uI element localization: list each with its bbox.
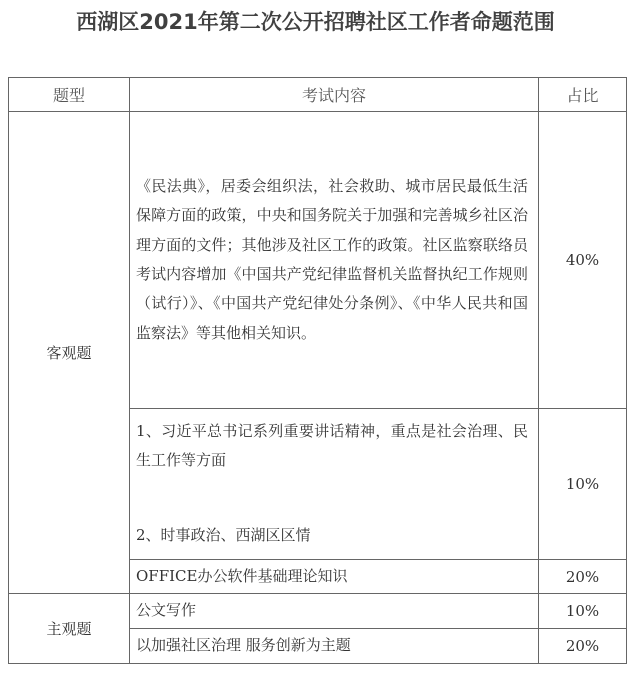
ratio-cell: 10% [539, 594, 627, 629]
exam-scope-table [8, 77, 627, 664]
ratio-cell: 10% [539, 409, 627, 560]
header-content: 考试内容 [130, 78, 539, 112]
ratio-cell: 40% [539, 112, 627, 409]
table-header-row [9, 78, 627, 112]
header-ratio: 占比 [539, 78, 627, 112]
content-cell [130, 409, 539, 560]
content-item-2: 2、时事政治、西湖区区情 [136, 526, 311, 545]
content-item-1: 1、习近平总书记系列重要讲话精神，重点是社会治理、民生工作等方面 [136, 422, 528, 470]
content-cell: 公文写作 [130, 594, 539, 629]
header-type: 题型 [9, 78, 130, 112]
content-cell: 以加强社区治理 服务创新为主题 [130, 629, 539, 664]
type-subjective: 主观题 [9, 594, 130, 664]
page-title: 西湖区2021年第二次公开招聘社区工作者命题范围 [76, 10, 555, 34]
ratio-cell: 20% [539, 629, 627, 664]
ratio-cell: 20% [539, 560, 627, 594]
content-cell: 《民法典》，居委会组织法，社会救助、城市居民最低生活保障方面的政策，中央和国务院关于加强和完善城乡社区治理方面的文件；其他涉及社区工作的政策。社区监察联络员考试内容增加《中国共产党纪律监督机关监督执纪工作规则（试行）》、《中国共产党纪律处分条例》、《中华人民共和国监察法》等其他相关知识。 [130, 112, 539, 409]
content-gap [136, 475, 528, 521]
table-row [9, 112, 627, 409]
content-cell: OFFICE办公软件基础理论知识 [130, 560, 539, 594]
table-row [9, 594, 627, 629]
type-objective: 客观题 [9, 112, 130, 594]
